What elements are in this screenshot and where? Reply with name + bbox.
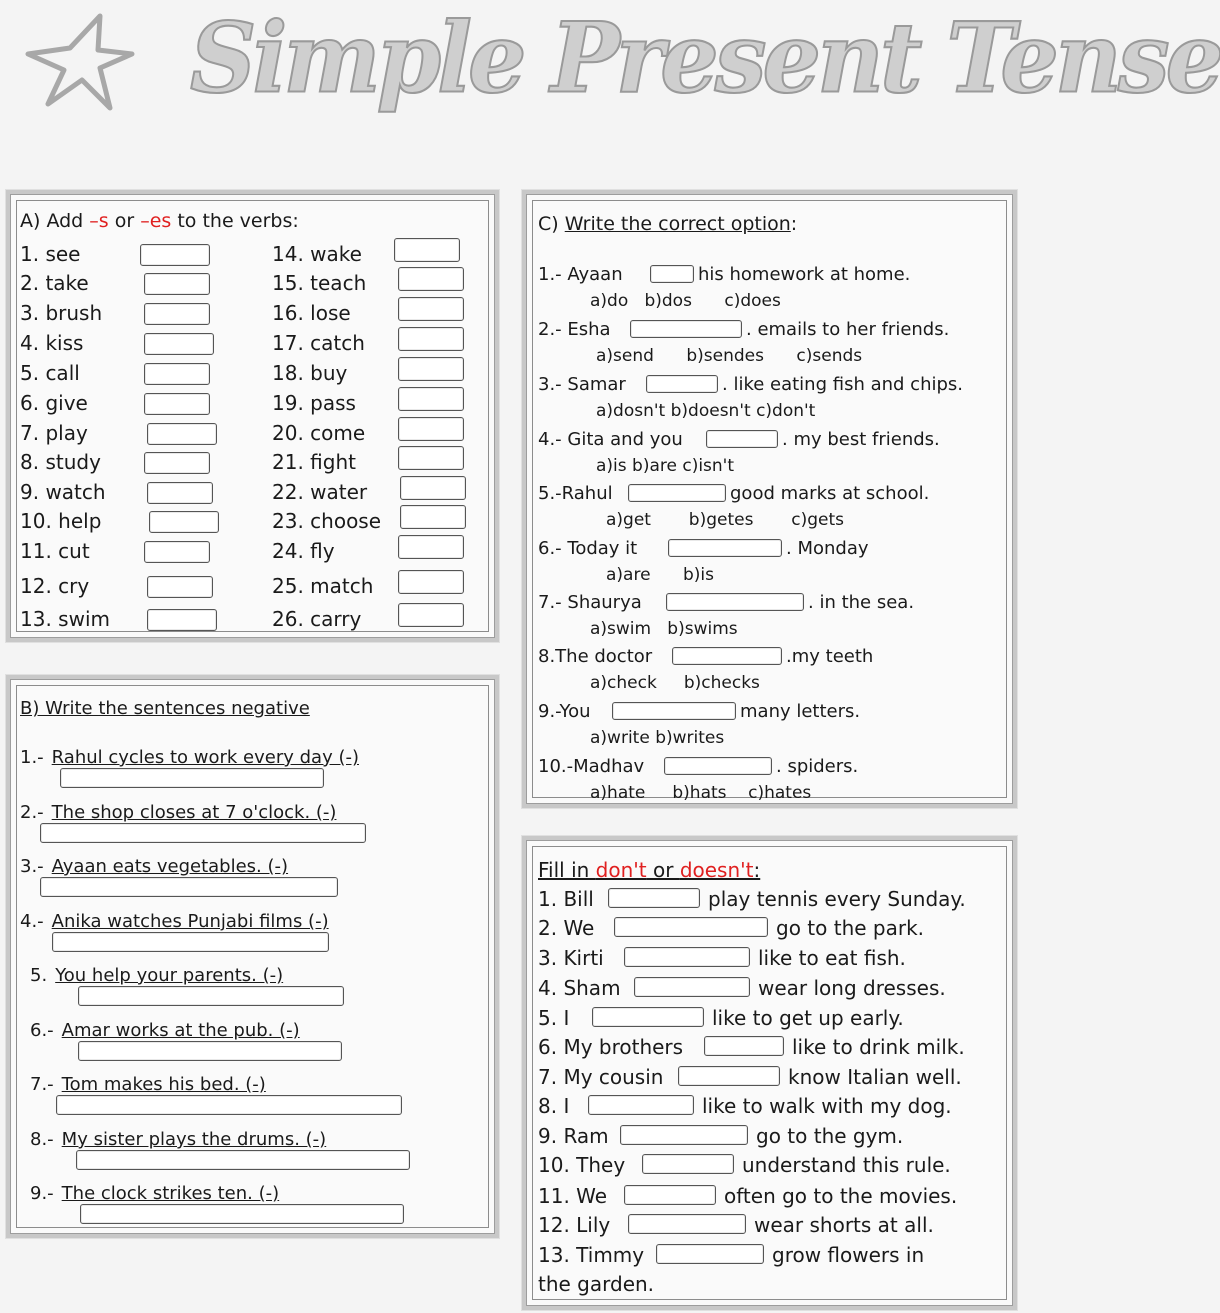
answer-options: a)is b)are c)isn't: [596, 456, 735, 476]
item-number: 1.-: [20, 747, 44, 768]
option-question-suffix: . my best friends.: [782, 429, 940, 450]
negative-sentence: [30, 1182, 279, 1206]
item-number: 5.: [30, 965, 48, 986]
option-question-prefix: 5.-Rahul: [538, 483, 613, 504]
verb-answer-box[interactable]: [144, 363, 210, 385]
fill-answer-field[interactable]: [592, 1007, 704, 1027]
option-question-suffix: good marks at school.: [730, 483, 930, 504]
star-icon: [20, 8, 140, 118]
verb-label: 11. cut: [20, 539, 90, 563]
option-question-prefix: 9.-You: [538, 701, 591, 722]
option-question-prefix: 3.- Samar: [538, 374, 626, 395]
verb-label: 25. match: [272, 574, 374, 598]
verb-label: 3. brush: [20, 301, 103, 325]
verb-label: 13. swim: [20, 607, 110, 631]
verb-label: 5. call: [20, 361, 80, 385]
negative-answer-field[interactable]: [60, 768, 324, 788]
option-question-suffix: . emails to her friends.: [746, 319, 950, 340]
verb-answer-box[interactable]: [398, 357, 464, 381]
suffix-es: –es: [140, 210, 172, 232]
section-d-heading: Fill in don't or doesn't:: [538, 858, 761, 882]
suffix-s: –s: [89, 210, 109, 232]
verb-answer-box[interactable]: [398, 387, 464, 411]
option-answer-field[interactable]: [630, 320, 742, 338]
option-question-suffix: . in the sea.: [808, 592, 915, 613]
option-answer-field[interactable]: [672, 647, 782, 665]
fill-question-suffix: like to eat fish.: [758, 946, 906, 970]
verb-label: 4. kiss: [20, 331, 84, 355]
item-number: 6.-: [30, 1020, 54, 1041]
verb-label: 15. teach: [272, 271, 367, 295]
option-answer-field[interactable]: [664, 757, 772, 775]
sentence-text: Tom makes his bed. (-): [61, 1074, 266, 1095]
negative-answer-field[interactable]: [80, 1204, 404, 1224]
sentence-text: Amar works at the pub. (-): [61, 1020, 300, 1041]
verb-answer-box[interactable]: [144, 452, 210, 474]
fill-question-suffix: play tennis every Sunday.: [708, 887, 966, 911]
verb-label: 18. buy: [272, 361, 348, 385]
section-c-heading: C) Write the correct option:: [538, 213, 798, 235]
verb-answer-box[interactable]: [398, 570, 464, 594]
answer-options: a)dosn't b)doesn't c)don't: [596, 401, 816, 421]
fill-question-prefix: 13. Timmy: [538, 1243, 645, 1267]
fill-question-prefix: 7. My cousin: [538, 1065, 664, 1089]
option-question-prefix: 4.- Gita and you: [538, 429, 683, 450]
negative-sentence: [30, 964, 283, 988]
fill-question-suffix: like to walk with my dog.: [702, 1094, 952, 1118]
verb-label: 14. wake: [272, 242, 362, 266]
verb-label: 19. pass: [272, 391, 356, 415]
sentence-text: The shop closes at 7 o'clock. (-): [51, 802, 337, 823]
option-question-suffix: many letters.: [740, 701, 861, 722]
answer-options: a)get b)getes c)gets: [606, 510, 845, 530]
verb-label: 6. give: [20, 391, 88, 415]
negative-sentence: [20, 855, 288, 879]
sentence-text: Ayaan eats vegetables. (-): [51, 856, 289, 877]
fill-answer-field[interactable]: [614, 917, 768, 937]
answer-options: a)swim b)swims: [590, 619, 738, 639]
item-number: 8.-: [30, 1129, 54, 1150]
fill-answer-field[interactable]: [624, 1185, 716, 1205]
verb-answer-box[interactable]: [147, 423, 217, 445]
fill-question-suffix: wear shorts at all.: [754, 1213, 934, 1237]
verb-answer-box[interactable]: [147, 482, 213, 504]
negative-sentence: [20, 746, 359, 770]
title-banner: [0, 0, 1220, 180]
fill-question-prefix: 8. I: [538, 1094, 570, 1118]
fill-answer-field[interactable]: [634, 977, 750, 997]
verb-answer-box[interactable]: [398, 535, 464, 559]
verb-answer-box[interactable]: [398, 417, 464, 441]
option-answer-field[interactable]: [612, 702, 736, 720]
answer-options: a)check b)checks: [590, 673, 760, 693]
fill-answer-field[interactable]: [624, 947, 750, 967]
fill-question-prefix: 5. I: [538, 1006, 570, 1030]
verb-answer-box[interactable]: [394, 238, 460, 262]
word-dont: don't: [595, 858, 647, 882]
negative-answer-field[interactable]: [52, 932, 329, 952]
verb-label: 12. cry: [20, 574, 90, 598]
verb-answer-box[interactable]: [398, 267, 464, 291]
verb-label: 24. fly: [272, 539, 335, 563]
answer-options: a)write b)writes: [590, 728, 725, 748]
negative-answer-field[interactable]: [40, 823, 366, 843]
fill-question-prefix: 4. Sham: [538, 976, 621, 1000]
sentence-text: You help your parents. (-): [55, 965, 284, 986]
item-number: 3.-: [20, 856, 44, 877]
verb-answer-box[interactable]: [147, 609, 217, 631]
verb-label: 16. lose: [272, 301, 351, 325]
fill-answer-field[interactable]: [588, 1095, 694, 1115]
option-answer-field[interactable]: [668, 539, 782, 557]
fill-question-suffix: know Italian well.: [788, 1065, 962, 1089]
sentence-text: Rahul cycles to work every day (-): [51, 747, 359, 768]
option-question-suffix: .my teeth: [786, 646, 874, 667]
verb-label: 26. carry: [272, 607, 362, 631]
verb-label: 10. help: [20, 509, 102, 533]
option-question-suffix: . like eating fish and chips.: [722, 374, 964, 395]
fill-question-suffix: like to get up early.: [712, 1006, 904, 1030]
verb-label: 17. catch: [272, 331, 365, 355]
verb-label: 23. choose: [272, 509, 382, 533]
item-number: 7.-: [30, 1074, 54, 1095]
page-title: Simple Present Tense: [190, 1, 1220, 115]
negative-answer-field[interactable]: [78, 986, 344, 1006]
item-number: 4.-: [20, 911, 44, 932]
option-answer-field[interactable]: [628, 484, 726, 502]
verb-answer-box[interactable]: [144, 541, 210, 563]
fill-answer-field[interactable]: [628, 1214, 746, 1234]
verb-label: 7. play: [20, 421, 88, 445]
fill-answer-field[interactable]: [608, 888, 700, 908]
verb-answer-box[interactable]: [144, 273, 210, 295]
fill-answer-field[interactable]: [704, 1036, 784, 1056]
section-b-heading: B) Write the sentences negative: [20, 698, 310, 719]
option-question-prefix: 2.- Esha: [538, 319, 611, 340]
option-question-suffix: his homework at home.: [698, 264, 911, 285]
fill-question-prefix: 10. They: [538, 1153, 626, 1177]
negative-answer-field[interactable]: [76, 1150, 410, 1170]
verb-label: 2. take: [20, 271, 89, 295]
verb-answer-box[interactable]: [398, 327, 464, 351]
verb-label: 8. study: [20, 450, 101, 474]
option-answer-field[interactable]: [666, 593, 804, 611]
fill-question-continuation: the garden.: [538, 1272, 655, 1296]
negative-sentence: [30, 1128, 326, 1152]
verb-answer-box[interactable]: [147, 576, 213, 598]
verb-answer-box[interactable]: [400, 505, 466, 529]
negative-answer-field[interactable]: [78, 1041, 342, 1061]
option-question-prefix: 8.The doctor: [538, 646, 653, 667]
negative-sentence: [30, 1019, 300, 1043]
option-question-suffix: . spiders.: [776, 756, 859, 777]
option-answer-field[interactable]: [650, 265, 694, 283]
fill-question-suffix: grow flowers in: [772, 1243, 925, 1267]
verb-label: 9. watch: [20, 480, 106, 504]
fill-question-prefix: 3. Kirti: [538, 946, 604, 970]
answer-options: a)send b)sendes c)sends: [596, 346, 863, 366]
fill-answer-field[interactable]: [656, 1244, 764, 1264]
fill-question-prefix: 2. We: [538, 916, 595, 940]
verb-answer-box[interactable]: [400, 476, 466, 500]
verb-answer-box[interactable]: [398, 603, 464, 627]
sentence-text: The clock strikes ten. (-): [61, 1183, 280, 1204]
fill-answer-field[interactable]: [678, 1066, 780, 1086]
fill-question-prefix: 11. We: [538, 1184, 608, 1208]
fill-question-prefix: 6. My brothers: [538, 1035, 684, 1059]
answer-options: a)do b)dos c)does: [590, 291, 781, 311]
option-question-prefix: 7.- Shaurya: [538, 592, 642, 613]
word-doesnt: doesn't: [679, 858, 754, 882]
verb-answer-box[interactable]: [398, 297, 464, 321]
option-question-prefix: 6.- Today it: [538, 538, 638, 559]
fill-answer-field[interactable]: [620, 1125, 748, 1145]
verb-label: 20. come: [272, 421, 366, 445]
section-a-heading: A) Add –s or –es to the verbs:: [20, 210, 299, 232]
option-answer-field[interactable]: [646, 375, 718, 393]
sentence-text: Anika watches Punjabi films (-): [51, 911, 329, 932]
negative-answer-field[interactable]: [40, 877, 338, 897]
sentence-text: My sister plays the drums. (-): [61, 1129, 327, 1150]
option-question-prefix: 10.-Madhav: [538, 756, 645, 777]
fill-question-suffix: wear long dresses.: [758, 976, 946, 1000]
verb-answer-box[interactable]: [398, 446, 464, 470]
verb-answer-box[interactable]: [144, 333, 214, 355]
fill-question-suffix: go to the park.: [776, 916, 925, 940]
fill-question-suffix: like to drink milk.: [792, 1035, 965, 1059]
verb-answer-box[interactable]: [144, 303, 210, 325]
verb-label: 21. fight: [272, 450, 356, 474]
verb-answer-box[interactable]: [140, 244, 210, 266]
negative-answer-field[interactable]: [56, 1095, 402, 1115]
answer-options: a)hate b)hats c)hates: [590, 783, 812, 803]
fill-question-prefix: 12. Lily: [538, 1213, 611, 1237]
negative-sentence: [20, 910, 329, 934]
verb-answer-box[interactable]: [149, 511, 219, 533]
answer-options: a)are b)is: [606, 565, 714, 585]
fill-question-prefix: 1. Bill: [538, 887, 594, 911]
verb-label: 1. see: [20, 242, 81, 266]
negative-sentence: [20, 801, 336, 825]
fill-question-prefix: 9. Ram: [538, 1124, 609, 1148]
fill-question-suffix: understand this rule.: [742, 1153, 951, 1177]
verb-label: 22. water: [272, 480, 368, 504]
item-number: 2.-: [20, 802, 44, 823]
option-question-prefix: 1.- Ayaan: [538, 264, 623, 285]
negative-sentence: [30, 1073, 266, 1097]
fill-question-suffix: go to the gym.: [756, 1124, 904, 1148]
item-number: 9.-: [30, 1183, 54, 1204]
fill-answer-field[interactable]: [642, 1154, 734, 1174]
fill-question-suffix: often go to the movies.: [724, 1184, 958, 1208]
option-answer-field[interactable]: [706, 430, 778, 448]
option-question-suffix: . Monday: [786, 538, 869, 559]
verb-answer-box[interactable]: [144, 393, 210, 415]
